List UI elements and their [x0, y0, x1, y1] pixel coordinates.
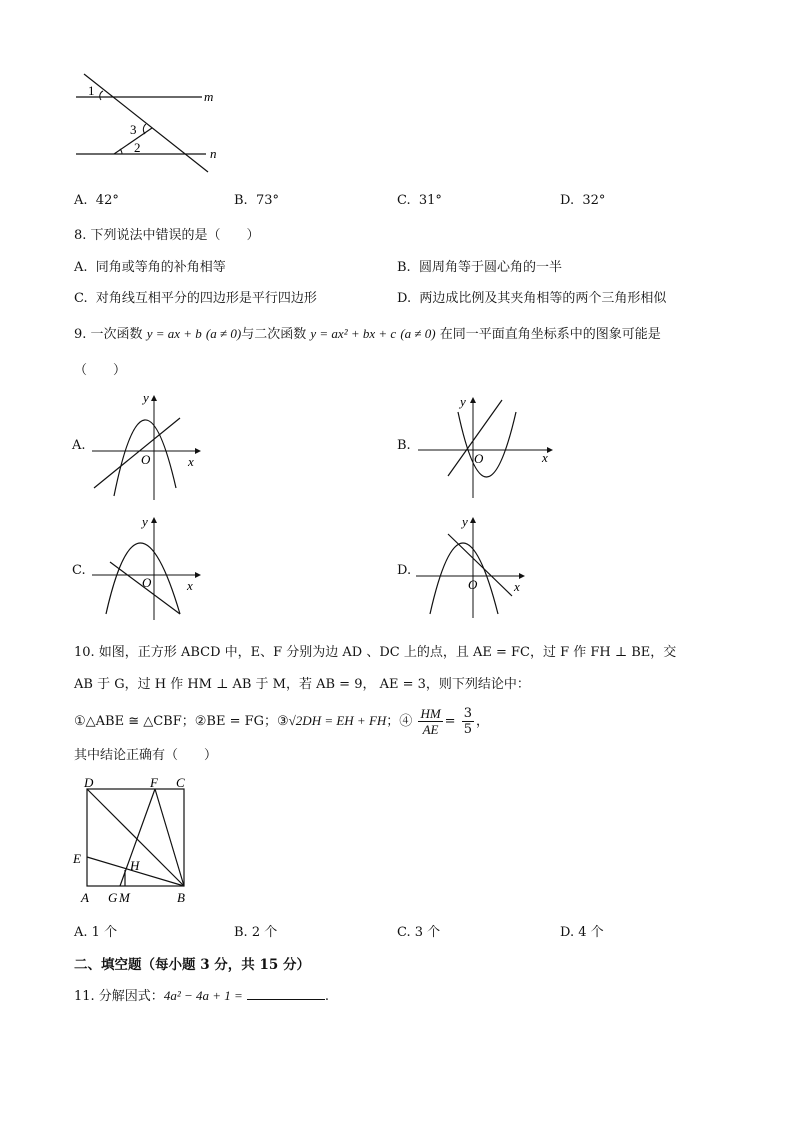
q10-fraction-hm-ae: $\frac{HM}{AE}$ [420, 706, 441, 737]
q9-graph-b[interactable] [412, 392, 557, 502]
q9-graph-b-origin: O [474, 451, 484, 466]
q9-graph-d[interactable] [412, 512, 532, 622]
q8-option-b[interactable]: B. 圆周角等于圆心角的一半 [397, 260, 562, 275]
q10-square-figure [70, 772, 210, 908]
section-2-title: 二、填空题（每小题 3 分，共 15 分） [74, 957, 310, 973]
q7-option-c[interactable]: C. 31° [397, 193, 442, 208]
q9-graph-a[interactable] [88, 388, 208, 503]
vertex-b: B [177, 890, 185, 905]
q9-option-d-label[interactable]: D. [397, 563, 412, 578]
q7-option-a[interactable]: A. 42° [74, 193, 119, 208]
q10-fraction-3-5: $\frac{3}{5}$ [463, 706, 472, 737]
q10-option-b[interactable]: B. 2 个 [234, 925, 278, 940]
q7-option-b[interactable]: B. 73° [234, 193, 279, 208]
q10-option-a[interactable]: A. 1 个 [74, 925, 118, 940]
q9-graph-b-x: x [542, 450, 548, 465]
q9-graph-d-y: y [462, 514, 468, 529]
q9-stem: 9. 一次函数 y = ax + b (a ≠ 0)与二次函数 y = ax² + bx + c (a ≠ 0) 在同一平面直角坐标系中的图象可能是 [74, 326, 661, 342]
q7-option-d[interactable]: D. 32° [560, 193, 606, 208]
q10-option-d[interactable]: D. 4 个 [560, 925, 604, 940]
q9-option-a-label[interactable]: A. [72, 438, 86, 453]
q9-graph-d-origin: O [468, 577, 478, 592]
q9-graph-a-y: y [143, 390, 149, 405]
vertex-h: H [130, 858, 140, 873]
vertex-d: D [84, 775, 94, 790]
q9-graph-c[interactable] [88, 512, 208, 622]
angle-3-label: 3 [130, 122, 137, 137]
q9-graph-b-y: y [460, 394, 466, 409]
angle-2-label: 2 [134, 140, 141, 155]
q10-stem-line1: 10. 如图，正方形 ABCD 中，E、F 分别为边 AD 、DC 上的点，且 AE = FC，过 F 作 FH ⊥ BE，交 [74, 645, 677, 660]
q8-option-a[interactable]: A. 同角或等角的补角相等 [74, 260, 226, 275]
vertex-f: F [150, 775, 158, 790]
q7-figure [60, 64, 240, 180]
q9-answer-paren: （ ） [74, 363, 127, 378]
q10-question: 其中结论正确有（ ） [74, 748, 218, 763]
q9-graph-a-x: x [188, 454, 194, 469]
q10-stem-line2: AB 于 G，过 H 作 HM ⊥ AB 于 M，若 AB = 9， AE = 3，则下列结论中： [74, 677, 530, 692]
q10-option-c[interactable]: C. 3 个 [397, 925, 441, 940]
vertex-c: C [176, 775, 185, 790]
q9-graph-c-x: x [187, 578, 193, 593]
q8-option-d[interactable]: D. 两边成比例及其夹角相等的两个三角形相似 [397, 291, 667, 306]
q9-option-c-label[interactable]: C. [72, 563, 86, 578]
vertex-a: A [81, 890, 89, 905]
q9-graph-d-x: x [514, 579, 520, 594]
q9-option-b-label[interactable]: B. [397, 438, 411, 453]
q9-graph-c-origin: O [142, 575, 152, 590]
q9-graph-a-origin: O [141, 452, 151, 467]
line-m-label: m [204, 89, 214, 104]
vertex-e: E [73, 851, 81, 866]
q11: 11. 分解因式：4a² − 4a + 1 = . [74, 988, 330, 1004]
q8-stem: 8. 下列说法中错误的是（ ） [74, 228, 260, 243]
angle-1-label: 1 [88, 83, 95, 98]
q11-answer-blank[interactable] [247, 987, 325, 1000]
vertex-g: G [108, 890, 118, 905]
q10-conclusions: ①△ABE ≅ △CBF；②BE = FG；③√2DH = EH + FH；④ $\frac{HM}{AE}$ = $\frac{3}{5}$ ， [74, 706, 490, 737]
q9-graph-c-y: y [142, 514, 148, 529]
vertex-m: M [119, 890, 130, 905]
line-n-label: n [210, 146, 217, 161]
q8-option-c[interactable]: C. 对角线互相平分的四边形是平行四边形 [74, 291, 317, 306]
